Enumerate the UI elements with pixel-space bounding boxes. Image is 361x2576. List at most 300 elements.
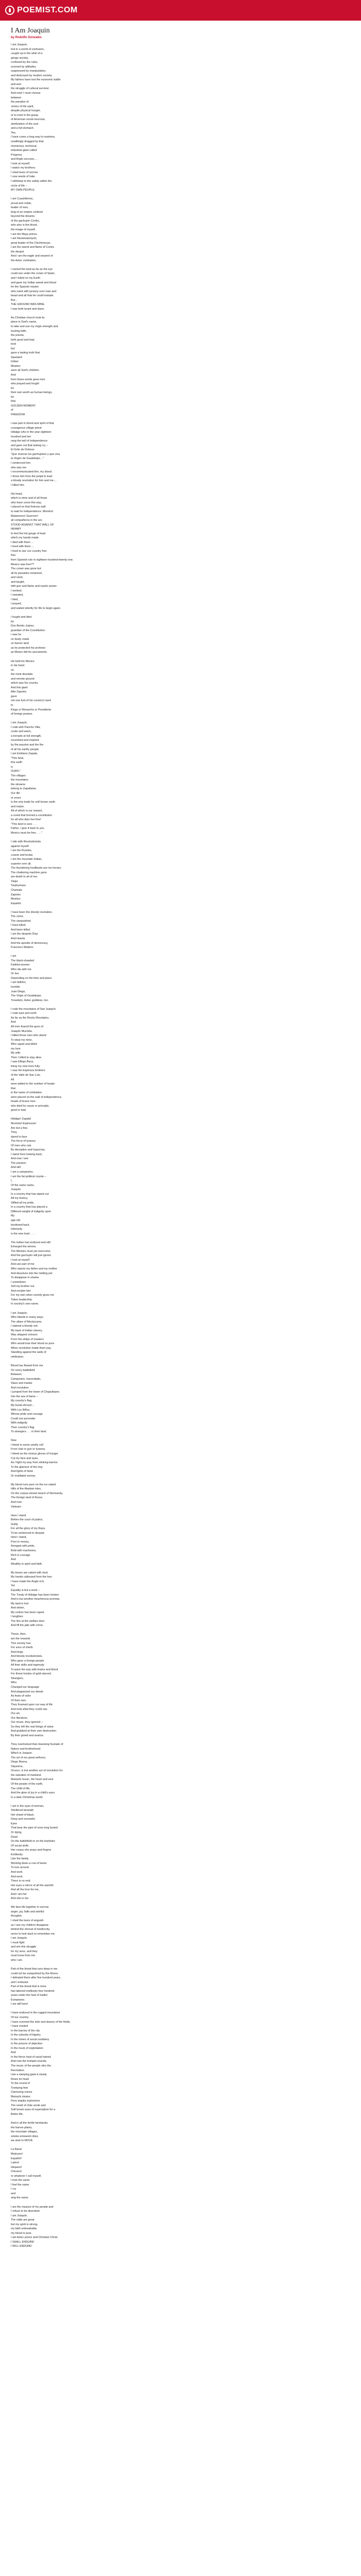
poem-line: Don Benito Juárez, <box>11 624 35 628</box>
poem-line: That bear the pain of sons long buried <box>11 1826 58 1830</box>
poem-line: STOOD AGAINST THAT WALL OF <box>11 523 54 527</box>
poem-line: And work <box>11 1870 23 1874</box>
poem-line: and <box>11 2192 15 2195</box>
poem-line: or yours <box>11 796 21 800</box>
poem-line: In a country that has placed a <box>11 1206 47 1209</box>
poem-line: are death to all of me: <box>11 875 38 879</box>
poem-line: and waited silently for life to begin again. <box>11 607 61 610</box>
poem-line: I rode the mountains of San Joaquín. <box>11 1007 57 1011</box>
poem-line: Hidalgo! Zapata! <box>11 1117 31 1121</box>
poem-line: in his hand <box>11 664 25 668</box>
poem-line: Of our country. <box>11 2016 29 2019</box>
poem-line: I killed those men who dared <box>11 1034 46 1038</box>
poem-line: Francisco Madero. <box>11 946 34 950</box>
poem-line: So they left the real things of value <box>11 1725 54 1728</box>
poem-line: Mestizo <box>11 897 21 901</box>
poem-line: could not be vanquished by the Moors. <box>11 1972 59 1975</box>
poem-line: burdened back. <box>11 1223 30 1227</box>
poem-stanza <box>11 1117 351 1236</box>
poem-line: scorned by attitudes, <box>11 65 37 69</box>
poem-line: the image of myself. <box>11 228 36 231</box>
poem-line: I am the sword and flame of Cortes <box>11 246 54 249</box>
poem-line: Hills of the Alaskan isles, <box>11 1487 42 1491</box>
poem-line: Hidalgo who in the year eighteen <box>11 431 52 434</box>
poem-line: Sell my brother out <box>11 1285 35 1289</box>
poem-stanza <box>11 1571 351 1628</box>
poem-line: Poor in money, <box>11 1540 29 1544</box>
poem-line: I feel the same <box>11 2183 29 2187</box>
poem-line: And Huerta <box>11 937 25 941</box>
poem-line: Father, I give it back to you. <box>11 827 45 831</box>
poem-line: In a dark Christmas world. <box>11 1795 43 1799</box>
poem-line: I am Aztec prince and Christian Christ. <box>11 2236 58 2240</box>
poem-line: I fought and died <box>11 616 32 619</box>
poem-line: Token leadership <box>11 1298 32 1301</box>
poem-line: coarse and brutal, <box>11 853 34 857</box>
poem-line: My hands calloused from the hoe. <box>11 1575 53 1579</box>
poem-line: The foreign land of Korea <box>11 1496 42 1500</box>
poem-stanza <box>11 1804 351 1901</box>
poem-line: a tornado at full strength, <box>11 734 42 738</box>
poem-line: We face life together in sorrow, <box>11 1906 49 1909</box>
poem-line: age-old <box>11 1219 20 1223</box>
poem-line: I rode east and north <box>11 1012 37 1015</box>
poem-line: There is no end. <box>11 1879 31 1883</box>
poem-line: who was me <box>11 466 26 469</box>
poem-line: Then I killed to stay alive. <box>11 1056 42 1059</box>
poem-line: My blood runs pure on the ice-caked <box>11 1483 56 1486</box>
poem-line: and ruled, <box>11 576 23 580</box>
poem-line: beyond the dreams <box>11 215 35 218</box>
poem-line: Murrieta! Espinozas! <box>11 1122 37 1125</box>
poem-line: Bold with machismo, <box>11 1549 37 1553</box>
poem-line: Latino! <box>11 2161 20 2165</box>
poem-line: sterilization of the soul <box>11 122 39 126</box>
poem-line: And now! I must choose <box>11 92 41 95</box>
poem-line: Which is Joaquin. <box>11 1752 33 1755</box>
poem-line: To be sentenced to despair. <box>11 1531 45 1535</box>
poem-line: Tonantzin, Aztec goddess, too. <box>11 998 49 1002</box>
poem-line: of American social neurosis, <box>11 118 46 122</box>
poem-line: for my sons, and they <box>11 1950 38 1953</box>
poem-line: "Que mueran los gachupines y que viva <box>11 452 60 456</box>
poem-stanza <box>11 1007 351 1113</box>
poem-line: As far as the Rocky Mountains, <box>11 1016 50 1020</box>
poem-line: Into the sea of fame -- <box>11 1395 38 1398</box>
poem-author-link[interactable]: by Rodolfo Gonzales <box>11 36 42 39</box>
poem-line: I ride with Revolutionists <box>11 840 41 843</box>
poem-line: crude and warm, <box>11 730 32 734</box>
poem-line: and won <box>11 82 22 86</box>
poem-line: For my own when society gives me <box>11 1294 54 1297</box>
poem-line: On the corpse-strewn beach of Normandy, <box>11 1492 63 1495</box>
poem-stanza <box>11 1364 351 1434</box>
poem-line: Fiery tequila explosions <box>11 2099 40 2103</box>
poem-line: The Mestizo must yet overcome, <box>11 1249 51 1253</box>
poem-line: The Treaty of Hidalgo has been broken <box>11 1593 59 1597</box>
poem-line: I was both tyrant and slave. <box>11 307 45 311</box>
poem-line: the despot <box>11 250 24 253</box>
poem-line: that <box>11 1087 15 1090</box>
poem-line: I WILL ENDURE! <box>11 2245 32 2248</box>
poem-line: And now I see <box>11 1157 29 1161</box>
poem-line: I stand here looking back, <box>11 1153 43 1156</box>
poem-line: I have made the Anglo rich, <box>11 1580 45 1583</box>
poem-line: Before the court of justice, <box>11 1518 43 1522</box>
poem-line: Wealthy in spirit and faith. <box>11 1562 43 1566</box>
poem-line: Here I stand <box>11 1514 26 1517</box>
poem-line: all its parasites remained, <box>11 571 43 575</box>
poem-line: little Zapotec <box>11 690 27 694</box>
poem-line: I have killed <box>11 924 26 927</box>
poem-line: I shed the tears of anguish <box>11 1919 44 1922</box>
poem-line: I look at myself. <box>11 162 30 165</box>
poem-line: INFAMY <box>11 528 22 531</box>
poem-line: I SHALL ENDURE! <box>11 2240 35 2244</box>
poem-line: behind the shroud of mediocrity, <box>11 1928 51 1931</box>
poem-line: The smell of chile verde and <box>11 2104 46 2107</box>
poem-line: I am faithful, <box>11 981 26 985</box>
poem-line: nourished and inspired <box>11 739 39 742</box>
poem-stanza <box>11 1241 351 1307</box>
poem-line: leader of men, <box>11 206 29 210</box>
poem-line: I am the Maya prince. <box>11 232 38 236</box>
poem-line: my faith unbreakable, <box>11 2227 38 2231</box>
poem-line: I prayed, <box>11 602 22 606</box>
poem-line: By deception and hypocrisy. <box>11 1148 46 1152</box>
poem-line: anger, joy, faith and wishful <box>11 1910 44 1913</box>
poem-line: I refuse to be absorbed. <box>11 2210 40 2213</box>
poem-line: for <box>11 395 14 399</box>
poem-line: and a full stomach. <box>11 127 35 130</box>
poem-line: Chamala <box>11 889 22 892</box>
poem-line: my love <box>11 1047 21 1050</box>
poem-line: I bleed in some smelly cell <box>11 1443 43 1447</box>
poem-line: GOLDEN MOMENT <box>11 404 36 408</box>
poem-line: is <box>11 765 13 769</box>
poem-line: could see under the crown of Spain, <box>11 272 56 276</box>
poem-line: Rich in courage <box>11 1553 30 1557</box>
poem-line: In the prisons of dejection <box>11 2042 43 2046</box>
poem-stanza <box>11 1967 351 2007</box>
poem-line: In the mines of social snobbery <box>11 2038 50 2041</box>
poem-line: who prayed and fought <box>11 382 39 386</box>
poem-line: Faithful women <box>11 963 30 967</box>
poem-line: the Aztec civilization. <box>11 259 37 262</box>
poem-line: I am Joaquín. <box>11 1937 28 1940</box>
poem-line: The villages <box>11 774 26 777</box>
poem-line: Indian <box>11 360 19 364</box>
poem-line: courageous village priest <box>11 426 42 430</box>
poem-stanza <box>11 1311 351 1360</box>
poem-line: the most desolate <box>11 673 33 676</box>
poem-line: I sentenced him <box>11 461 31 465</box>
poem-line: To disappear in shame. <box>11 1276 40 1280</box>
poem-line: Their country's flag <box>11 1426 35 1429</box>
poem-line: humble <box>11 986 20 989</box>
poem-stanza <box>11 659 351 717</box>
poem-line: I am the masses of my people and <box>11 2205 54 2209</box>
poem-line: And this giant <box>11 686 28 689</box>
poem-line: To the glamour of the ring <box>11 1465 43 1469</box>
poem-line: Her eyes a mirror of all the warmth <box>11 1884 54 1887</box>
poem-line: for all who dare live free! <box>11 818 41 822</box>
poem-line: gringo society, <box>11 56 29 60</box>
poem-stanza <box>11 2011 351 2116</box>
poem-line: The odds are great <box>11 2218 35 2222</box>
poem-line: And <box>11 374 16 377</box>
poem-line: I am Joaquín. <box>11 2214 28 2217</box>
site-header <box>0 0 361 21</box>
poem-line: The child of life, <box>11 1787 30 1790</box>
poem-line: "This land is ours . . . <box>11 822 37 826</box>
poem-line: Yes, <box>11 131 17 134</box>
poem-line: And grabbed at their own destruction <box>11 1730 57 1733</box>
poem-line: I am the Rurales, <box>11 849 32 853</box>
poem-line: And fill the jails with crime. <box>11 1624 44 1628</box>
poem-line: la Virgen de Guadalupe...." <box>11 457 44 461</box>
poem-line: are the rewards <box>11 1637 30 1640</box>
poem-line: Of the same name, <box>11 1183 35 1187</box>
poem-line: And now <box>11 1501 22 1504</box>
poem-line: I am in the eyes of woman, <box>11 1804 44 1808</box>
poem-line: My fathers have lost the economic battle <box>11 78 61 82</box>
poem-line: retribution. <box>11 1355 24 1359</box>
poem-line: for the Spanish master <box>11 285 39 289</box>
poem-line: and remote ground <box>11 677 35 681</box>
poem-line: were added to the number of heads <box>11 1082 55 1086</box>
site-logo[interactable] <box>5 6 78 15</box>
poem-line: I am Cuauhtémoc, <box>11 197 34 201</box>
poem-line: I sow seeds of hate. <box>11 175 36 179</box>
poem-line: great leader of the Chichimecas. <box>11 241 51 245</box>
poem-line: I have existed <box>11 2025 28 2028</box>
poem-line: The line at the welfare door <box>11 1619 45 1623</box>
poem-line: In the barrios of the city <box>11 2029 40 2032</box>
poem-line: Who raped and killed <box>11 1043 37 1046</box>
poem-line: rang the bell of independence <box>11 439 48 443</box>
poem-line: I shed tears of sorrow. <box>11 171 39 174</box>
poem-line: They frowned upon our way of life <box>11 1703 53 1707</box>
poem-line: And the gachupín will just ignore. <box>11 1254 52 1258</box>
poem-line: but <box>11 347 15 350</box>
poem-line: THE GROUND WAS MINE. <box>11 303 45 307</box>
poem-line: as he protected his archives <box>11 646 46 650</box>
poem-line: I worked, <box>11 589 22 592</box>
poem-line: Our life <box>11 791 20 795</box>
poem-line: I sometimes <box>11 1280 26 1284</box>
poem-line: I was Elfego Baca, <box>11 1060 34 1064</box>
poem-line: And revolution. <box>11 1386 29 1389</box>
poem-line: Chicano! <box>11 2170 22 2174</box>
poem-line: My burial shroud -- <box>11 1403 34 1407</box>
poem-line: Different weight of indignity upon <box>11 1210 52 1213</box>
poem-line: Mariachi strains <box>11 2095 30 2098</box>
poem-line: La Raza! <box>11 2148 22 2151</box>
poem-line: circle of life -- <box>11 184 28 188</box>
poem-line: I was part in blood and spirit of that <box>11 422 54 426</box>
poem-line: And kings <box>11 1650 23 1654</box>
poem-line: Our art, <box>11 1712 21 1716</box>
poem-line: And I am the eagle and serpent of <box>11 255 53 258</box>
poem-line: My wife. <box>11 1052 21 1055</box>
poem-line: confused by the rules, <box>11 61 38 64</box>
poem-line: "This land, <box>11 756 24 760</box>
poem-line: And took what they could use. <box>11 1707 48 1711</box>
poem-line: I am still here! <box>11 2003 28 2006</box>
poem-line: In the muck of exploitation <box>11 2046 43 2050</box>
poem-line: Could not surrender <box>11 1417 36 1420</box>
poem-line: All their skills and ingenuity <box>11 1664 44 1667</box>
poem-line: which is mine and of all those <box>11 497 47 500</box>
poem-line: All of which is our reward, <box>11 809 43 813</box>
poem-line: Cut my face and eyes, <box>11 1456 39 1460</box>
poem-line: to feel the hot gouge of lead <box>11 532 45 535</box>
poem-line: My country's flag <box>11 1399 32 1403</box>
poem-line: Revolution. <box>11 2069 25 2072</box>
poem-line: the mountains <box>11 778 28 782</box>
poem-line: Matamoros! Guerrero! <box>11 514 39 518</box>
poem-line: Joaquín. <box>11 1188 22 1192</box>
poem-line: but my spirit is strong, <box>11 2223 38 2226</box>
poem-line: As feats of valor <box>11 1694 31 1698</box>
poem-line: has labored endlessly four hundred <box>11 1989 55 1993</box>
poem-line: I have come a long way to nowhere, <box>11 135 56 139</box>
poem-line: we start to MOVE. <box>11 2139 34 2143</box>
poem-line: They <box>11 1131 17 1134</box>
poem-line: a creed that formed a constitution <box>11 814 53 817</box>
poem-line: in the name of civilization <box>11 1091 42 1095</box>
poem-line: To steal my mine, <box>11 1038 32 1042</box>
poem-line: I was he <box>11 633 22 637</box>
poem-line: I defeated them after five hundred years, <box>11 1976 61 1980</box>
poem-line: For those hordes of gold-starved <box>11 1672 51 1676</box>
poem-line: To turn around <box>11 1866 29 1870</box>
poem-line: Strangers, <box>11 1676 24 1680</box>
poem-line: I bleed as the vicious gloves of hunger <box>11 1452 58 1455</box>
poem-line: the paradox of <box>11 100 29 104</box>
poem-stanza <box>11 1514 351 1567</box>
poem-stanza <box>11 1742 351 1800</box>
poem-line: Mexico must be free. . . ." <box>11 831 42 835</box>
poem-line: and destroyed by modern society. <box>11 74 53 77</box>
poem-line: To the sound of <box>11 2082 30 2086</box>
poem-line: Of the people of the earth, <box>11 1783 43 1786</box>
poem-line: Orozco, is but another act of revolution for <box>11 1769 63 1773</box>
poem-line: on barren land <box>11 642 29 646</box>
poem-line: thoughts. <box>11 1914 23 1918</box>
poem-line: And now the trumpet sounds, <box>11 2060 47 2063</box>
poem-line: I look at myself <box>11 1258 29 1262</box>
poem-line: of all his earthy people. <box>11 748 40 751</box>
poem-line: I am the fat political coyote -- <box>11 1175 46 1178</box>
poem-line: and taught, <box>11 580 25 584</box>
poem-line: I sweated, <box>11 594 24 597</box>
poem-body <box>11 43 351 2249</box>
poem-line: who I am. <box>11 1958 23 1962</box>
poem-line: I am Joaquín, <box>11 1311 28 1315</box>
poem-line: On every battlefield <box>11 1368 35 1372</box>
poem-line: The art of our great señores, <box>11 1756 46 1759</box>
poem-line: Tramping feet <box>11 2086 28 2090</box>
poem-line: Kings or Monarchs or Presidents <box>11 708 52 711</box>
poem-line: who ruled with tyranny over man and <box>11 290 57 293</box>
poem-line: I look the same <box>11 2179 30 2182</box>
poem-line: of the gachupín Cortés, <box>11 219 40 223</box>
poem-line: Inferiority <box>11 1228 23 1231</box>
poem-line: In the fierce heat of racial hatred. <box>11 2055 52 2059</box>
poem-stanza <box>11 197 351 263</box>
poem-line: to wait for independence. Morelos! <box>11 510 54 513</box>
poem-line: as I see my children disappear <box>11 1923 49 1927</box>
poem-line: And <box>11 1558 16 1562</box>
poem-line: I owned the land as far as the eye <box>11 267 53 271</box>
poem-stanza <box>11 421 351 487</box>
poem-line: all compañeros in the act, <box>11 519 43 522</box>
poem-line: As I fight my way from stinking barrios <box>11 1461 58 1465</box>
poem-line: Siqueiros, <box>11 1765 23 1768</box>
poem-line: the priests, <box>11 334 25 337</box>
poem-line: Of social strife. <box>11 1844 29 1848</box>
poem-line: from these words grew men <box>11 378 45 381</box>
poem-line: In a country that has wiped out <box>11 1192 49 1196</box>
poem-line: Part of the blood that is mine <box>11 1985 46 1989</box>
poem-stanza <box>11 1905 351 1962</box>
poem-line: I am Nezahualcóyotl, <box>11 237 37 241</box>
poem-stanza <box>11 954 351 1003</box>
poem-line: Diego Rivera, <box>11 1760 28 1764</box>
poem-line: heads of brave men <box>11 1100 36 1104</box>
poem-line: Between <box>11 1373 22 1377</box>
poem-line: that <box>11 400 15 403</box>
poem-line: I died with them ... <box>11 540 34 544</box>
poem-line: as Moses did his sacraments. <box>11 651 48 654</box>
poem-line: And <box>11 2051 16 2055</box>
poem-line: The Indian has endured and still <box>11 1241 51 1244</box>
poem-line: Who gave a foreign people <box>11 1659 44 1663</box>
poem-line: were placed on the wall of independence, <box>11 1095 62 1099</box>
poem-stanza <box>11 2147 351 2200</box>
poem-line: Her rosary she prays and fingers <box>11 1849 52 1852</box>
poem-line: Or mutilated sorrow. <box>11 1474 36 1478</box>
poem-line: El Grito de Dolores <box>11 448 35 452</box>
poem-line: When revolution made them pay, <box>11 1346 52 1350</box>
poem-line: I am Joaquin, <box>11 43 28 46</box>
poem-line: The victor, <box>11 915 24 919</box>
poem-line: I jumped from the tower of Chapultepec <box>11 1391 60 1394</box>
poem-line: despite physical hunger, <box>11 109 41 113</box>
poem-line: the salvation of mankind. <box>11 1773 42 1777</box>
poem-line: or whatever I call myself, <box>11 2174 42 2178</box>
poem-line: Slave and master <box>11 1382 32 1385</box>
poem-line: who also is the blood, <box>11 224 38 227</box>
poem-line: And lights of fame <box>11 1470 34 1473</box>
poem-line: Soft brown eyes of expectation for a <box>11 2108 56 2112</box>
poem-line: never to look back to remember me. <box>11 1932 56 1936</box>
poem-line: The music of the people stirs the <box>11 2064 51 2068</box>
poem-line: gave <box>11 694 17 698</box>
poem-line: Changed our language <box>11 1685 39 1689</box>
poem-line: I have been the bloody revolution, <box>11 910 53 914</box>
poem-line: On the battlefield or on the barbwire <box>11 1840 55 1843</box>
poem-line: My <box>11 1214 15 1218</box>
poem-stanza <box>11 492 351 611</box>
poem-line: is the new load . . . . <box>11 1232 36 1235</box>
poem-line: against myself. <box>11 844 29 848</box>
poem-line: Whose pride and courage <box>11 1413 43 1416</box>
poem-line: Rears its head <box>11 2077 29 2081</box>
poem-line: From club or gun or tyranny. <box>11 1448 46 1451</box>
